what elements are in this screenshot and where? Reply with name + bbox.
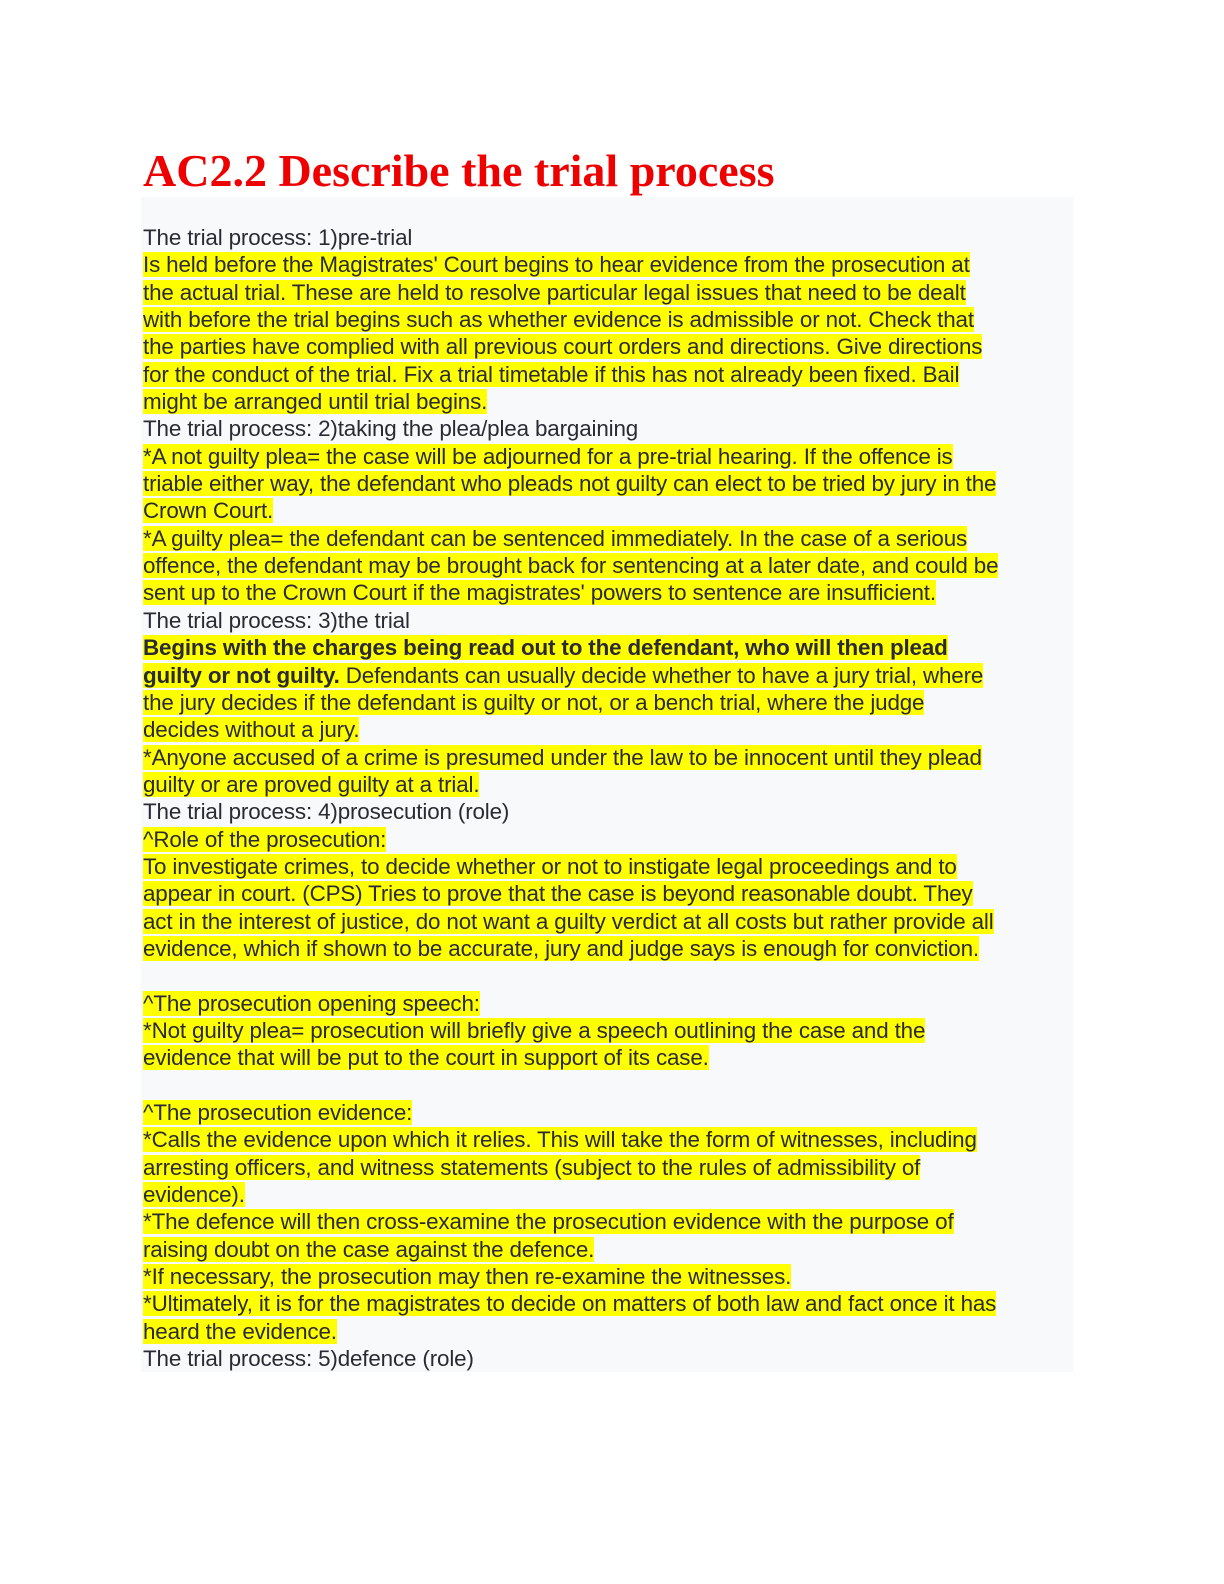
- text-line: [143, 470, 1083, 497]
- text-line: [143, 306, 1083, 333]
- text-line: [143, 279, 1083, 306]
- highlighted-text: the parties have complied with all previous court orders and directions. Give directions: [143, 334, 983, 360]
- text-line: [143, 1236, 1083, 1263]
- highlighted-text: act in the interest of justice, do not want a guilty verdict at all costs but rather provide all: [143, 908, 994, 934]
- text-line: [143, 798, 1083, 825]
- highlighted-text: Begins with the charges being read out to the defendant, who will then plead: [143, 635, 948, 661]
- heading-text: The trial process: 3)the trial: [143, 607, 410, 633]
- highlighted-text: for the conduct of the trial. Fix a trial timetable if this has not already been fixed. Bail: [143, 361, 960, 387]
- highlighted-text: triable either way, the defendant who pleads not guilty can elect to be tried by jury in the: [143, 471, 997, 497]
- text-line: [143, 990, 1083, 1017]
- text-line: [143, 744, 1083, 771]
- page-title: AC2.2 Describe the trial process: [143, 145, 775, 196]
- text-line: [143, 1099, 1083, 1126]
- text-line: [143, 1318, 1083, 1345]
- highlighted-text: arresting officers, and witness statements (subject to the rules of admissibility of: [143, 1154, 921, 1180]
- highlighted-text: heard the evidence.: [143, 1318, 337, 1344]
- heading-text: The trial process: 4)prosecution (role): [143, 799, 510, 825]
- highlighted-text: *If necessary, the prosecution may then re-examine the witnesses.: [143, 1264, 792, 1290]
- highlighted-text: offence, the defendant may be brought back for sentencing at a later date, and could be: [143, 553, 999, 579]
- text-line: [143, 826, 1083, 853]
- highlighted-text: ^The prosecution opening speech:: [143, 990, 480, 1016]
- text-line: [143, 1345, 1083, 1372]
- highlighted-text: ^Role of the prosecution:: [143, 826, 387, 852]
- text-line: [143, 689, 1083, 716]
- text-line: [143, 1154, 1083, 1181]
- text-line: [143, 415, 1083, 442]
- highlighted-text: *Calls the evidence upon which it relies. This will take the form of witnesses, including: [143, 1127, 977, 1153]
- highlighted-text: *A guilty plea= the defendant can be sentenced immediately. In the case of a serious: [143, 525, 968, 551]
- highlighted-text: the jury decides if the defendant is guilty or not, or a bench trial, where the judge: [143, 689, 925, 715]
- highlighted-text: evidence that will be put to the court in support of its case.: [143, 1045, 709, 1071]
- highlighted-text: *Ultimately, it is for the magistrates to decide on matters of both law and fact once it has: [143, 1291, 997, 1317]
- highlighted-text: appear in court. (CPS) Tries to prove that the case is beyond reasonable doubt. They: [143, 881, 973, 907]
- text-line: [143, 224, 1083, 251]
- heading-text: The trial process: 1)pre-trial: [143, 225, 413, 250]
- text-line: [143, 251, 1083, 278]
- text-line: [143, 1126, 1083, 1153]
- text-line: [143, 935, 1083, 962]
- text-line: [143, 361, 1083, 388]
- highlighted-text: the actual trial. These are held to resolve particular legal issues that need to be dealt: [143, 279, 966, 305]
- text-line: [143, 607, 1083, 634]
- text-line: [143, 443, 1083, 470]
- highlighted-text: *Not guilty plea= prosecution will briefly give a speech outlining the case and the: [143, 1017, 926, 1043]
- text-line: [143, 716, 1083, 743]
- highlighted-text: Is held before the Magistrates' Court begins to hear evidence from the prosecution at: [143, 252, 970, 278]
- text-line: [143, 908, 1083, 935]
- highlighted-text: decides without a jury.: [143, 717, 360, 743]
- highlighted-text: Crown Court.: [143, 498, 274, 524]
- text-line: [143, 333, 1083, 360]
- highlighted-text: raising doubt on the case against the defence.: [143, 1236, 595, 1262]
- text-line: [143, 1263, 1083, 1290]
- highlighted-text: with before the trial begins such as whether evidence is admissible or not. Check that: [143, 307, 974, 333]
- text-line: [143, 771, 1083, 798]
- document-body: [143, 224, 1083, 1372]
- text-line: [143, 1208, 1083, 1235]
- highlighted-text: guilty or not guilty.: [143, 662, 340, 688]
- highlighted-text: sent up to the Crown Court if the magistrates' powers to sentence are insufficient.: [143, 580, 936, 606]
- text-line: [143, 388, 1083, 415]
- highlighted-text: might be arranged until trial begins.: [143, 389, 488, 415]
- highlighted-text: ^The prosecution evidence:: [143, 1100, 413, 1125]
- highlighted-text: evidence).: [143, 1182, 245, 1208]
- blank-line: [143, 1072, 1083, 1099]
- text-line: [143, 1017, 1083, 1044]
- highlighted-text: *A not guilty plea= the case will be adjourned for a pre-trial hearing. If the offence is: [143, 443, 953, 469]
- text-line: [143, 1181, 1083, 1208]
- blank-line: [143, 962, 1083, 989]
- text-line: [143, 662, 1083, 689]
- heading-text: The trial process: 5)defence (role): [143, 1346, 474, 1372]
- highlighted-text: *The defence will then cross-examine the prosecution evidence with the purpose of: [143, 1209, 954, 1235]
- highlighted-text: *Anyone accused of a crime is presumed under the law to be innocent until they plead: [143, 744, 982, 770]
- text-line: [143, 853, 1083, 880]
- highlighted-text: guilty or are proved guilty at a trial.: [143, 771, 480, 797]
- heading-text: The trial process: 2)taking the plea/plea bargaining: [143, 416, 639, 442]
- text-line: [143, 880, 1083, 907]
- highlighted-text: Defendants can usually decide whether to have a jury trial, where: [339, 662, 984, 688]
- text-line: [143, 1290, 1083, 1317]
- highlighted-text: evidence, which if shown to be accurate, jury and judge says is enough for conviction.: [143, 935, 979, 961]
- text-line: [143, 552, 1083, 579]
- text-line: [143, 634, 1083, 661]
- text-line: [143, 497, 1083, 524]
- highlighted-text: To investigate crimes, to decide whether or not to instigate legal proceedings and to: [143, 853, 957, 879]
- text-line: [143, 525, 1083, 552]
- text-line: [143, 579, 1083, 606]
- text-line: [143, 1044, 1083, 1071]
